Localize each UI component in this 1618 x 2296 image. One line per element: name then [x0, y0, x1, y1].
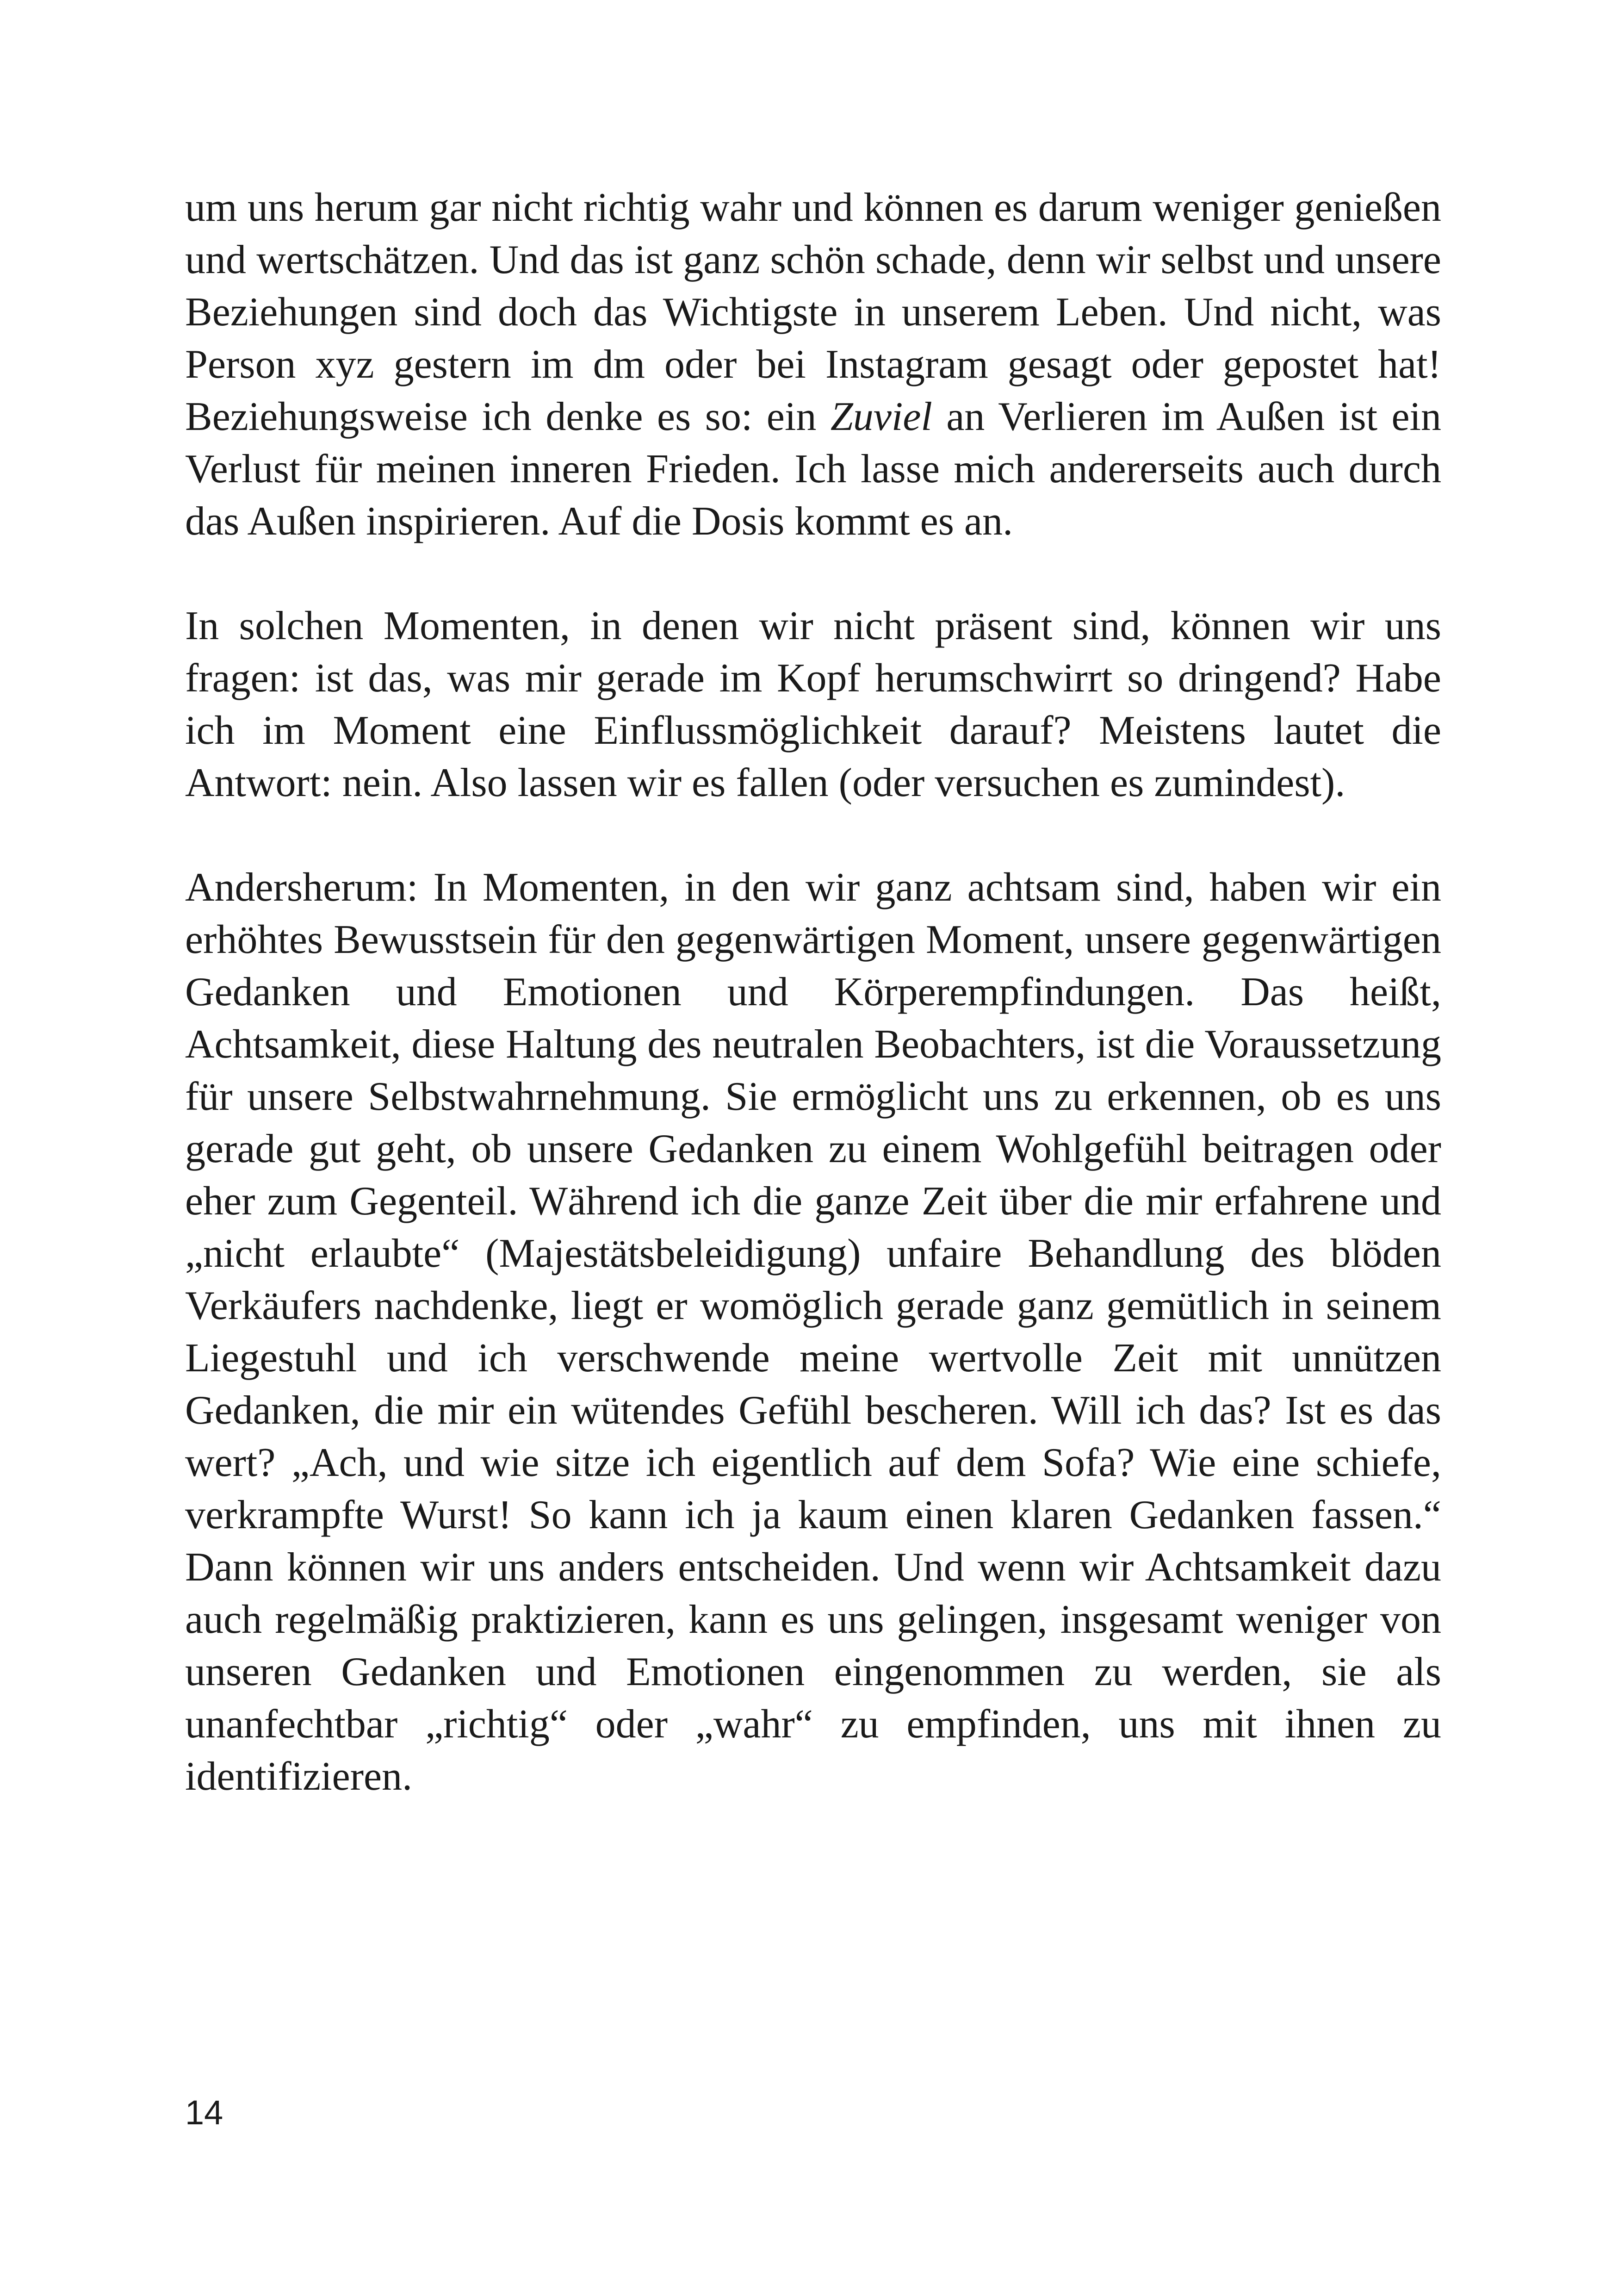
- paragraph-2: In solchen Momenten, in denen wir nicht präsent sind, können wir uns fragen: ist das, was mir gerade im Kopf herumschwirrt so dringend? Habe ich im Moment eine Einflussmöglichkeit darauf? Meistens lautet die Antwort: nein. Also lassen wir es fallen (oder versuchen es zumindest).: [185, 604, 1441, 805]
- paragraph-3: Andersherum: In Momenten, in den wir ganz achtsam sind, haben wir ein erhöhtes Bewusstsein für den gegenwärtigen Moment, unsere gegenwärtigen Gedanken und Emotionen und Körperempfindungen. Das heißt, Achtsamkeit, diese Haltung des neutralen Beobachters, ist die Voraussetzung für unsere Selbstwahrnehmung. Sie ermöglicht uns zu erkennen, ob es uns gerade gut geht, ob unsere Gedanken zu einem Wohlgefühl beitragen oder eher zum Gegenteil. Während ich die ganze Zeit über die mir erfahrene und „nicht erlaubte“ (Majestätsbeleidigung) unfaire Behandlung des blöden Verkäufers nachdenke, liegt er womöglich gerade ganz gemütlich in seinem Liegestuhl und ich verschwende meine wertvolle Zeit mit unnützen Gedanken, die mir ein wütendes Gefühl bescheren. Will ich das? Ist es das wert? „Ach, und wie sitze ich eigentlich auf dem Sofa? Wie eine schiefe, verkrampfte Wurst! So kann ich ja kaum einen klaren Gedanken fassen.“ Dann können wir uns anders entscheiden. Und wenn wir Achtsamkeit dazu auch regelmäßig praktizieren, kann es uns gelingen, insgesamt weniger von unseren Gedanken und Emotionen eingenommen zu werden, sie als unanfechtbar „richtig“ oder „wahr“ zu empfinden, uns mit ihnen zu identifizieren.: [185, 865, 1441, 1799]
- paragraph-1-text-end: an Verlieren im Außen ist ein Verlust für meinen inneren Frieden. Ich lasse mich andererseits auch durch das Außen inspirieren. Auf die Dosis kommt es an.: [185, 394, 1441, 544]
- paragraph-1: [185, 181, 1441, 548]
- paragraph-1-text-start: um uns herum gar nicht richtig wahr und können es darum weniger genießen und wertschätzen. Und das ist ganz schön schade, denn wir selbst und unsere Beziehungen sind doch das Wichtigste in unserem Leben. Und nicht, was Person xyz gestern im dm oder bei Instagram gesagt oder gepostet hat! Beziehungsweise ich denke es so: ein: [185, 185, 1441, 439]
- page-number: 14: [185, 2093, 223, 2132]
- emphasis-zuviel: Zuviel: [830, 394, 932, 439]
- body-text: [185, 181, 1441, 1803]
